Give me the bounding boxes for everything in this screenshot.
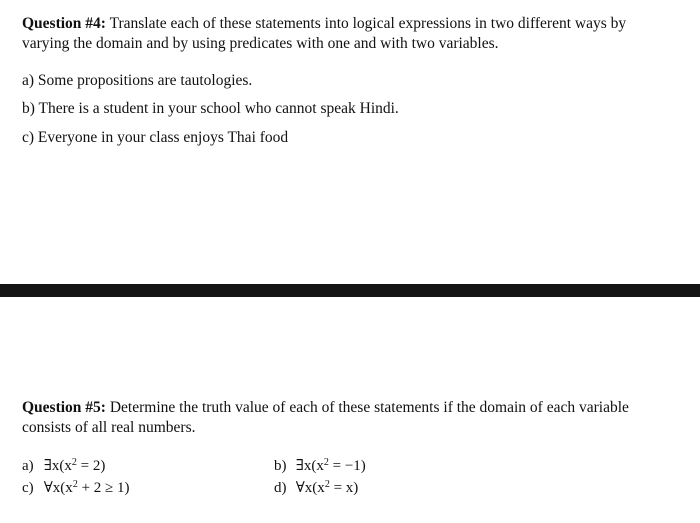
item-b-label: b) <box>274 458 287 474</box>
question-5-item-d <box>274 479 358 497</box>
question-5-item-a <box>22 457 105 475</box>
item-b-exponent: 2 <box>323 457 329 468</box>
question-4-text: Translate each of these statements into logical expressions in two different ways by varying the domain and by using predicates with one and with two variables. <box>22 15 627 52</box>
item-a-exponent: 2 <box>71 457 77 468</box>
item-a-expr-post: = 2) <box>76 458 106 474</box>
item-d-label: d) <box>274 480 287 496</box>
item-c-label: c) <box>22 480 34 496</box>
question-5-item-c <box>22 479 130 497</box>
item-d-expr-pre: ∀x(x <box>295 480 325 496</box>
item-c-exponent: 2 <box>72 479 78 490</box>
question-4-statement <box>22 14 672 54</box>
question-4-item-b: b) There is a student in your school who cannot speak Hindi. <box>22 100 399 117</box>
item-c-expr-post: + 2 ≥ 1) <box>77 480 130 496</box>
item-b-expr-post: = −1) <box>328 458 366 474</box>
item-d-exponent: 2 <box>324 479 330 490</box>
question-5-text: Determine the truth value of each of these statements if the domain of each variable consists of all real numbers. <box>22 399 629 436</box>
item-c-expr-pre: ∀x(x <box>43 480 73 496</box>
question-5-label: Question #5: <box>22 399 106 416</box>
item-a-expr-pre: ∃x(x <box>43 458 72 474</box>
item-a-label: a) <box>22 458 34 474</box>
question-4-label: Question #4: <box>22 15 106 32</box>
section-divider <box>0 284 700 297</box>
question-4-item-c: c) Everyone in your class enjoys Thai food <box>22 129 289 146</box>
question-4-item-a: a) Some propositions are tautologies. <box>22 72 253 89</box>
item-b-expr-pre: ∃x(x <box>295 458 324 474</box>
item-d-expr-post: = x) <box>329 480 359 496</box>
question-5-item-b <box>274 457 366 475</box>
question-5-statement <box>22 398 672 438</box>
